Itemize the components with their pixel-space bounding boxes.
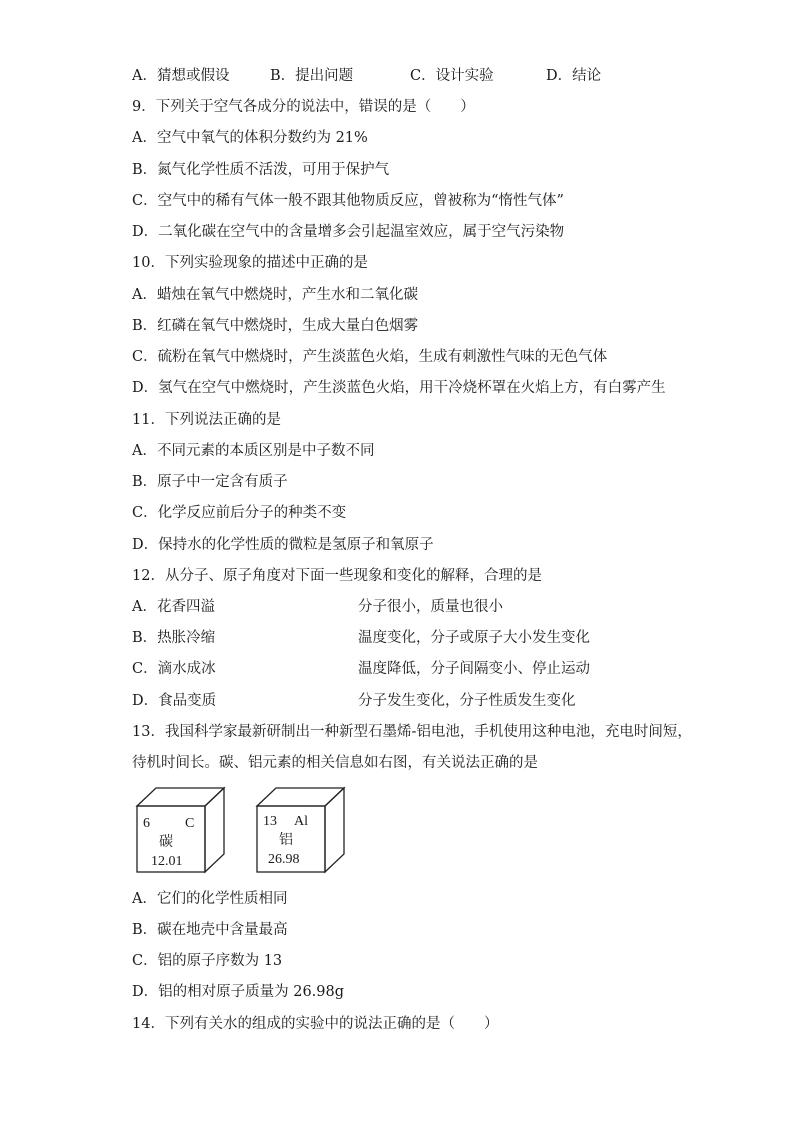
element-card-aluminium — [254, 786, 346, 876]
q12-phenomenon: C．滴水成冰 — [132, 661, 216, 677]
q11-option-d: D．保持水的化学性质的微粒是氢原子和氧原子 — [132, 537, 434, 553]
q11-option-a: A．不同元素的本质区别是中子数不同 — [132, 443, 375, 459]
q9-option-c: C．空气中的稀有气体一般不跟其他物质反应，曾被称为“惰性气体” — [132, 193, 564, 209]
q12-option-row — [132, 692, 692, 710]
q12-option-row — [132, 660, 692, 678]
q12-phenomenon: A．花香四溢 — [132, 599, 215, 615]
q12-explanation: 分子发生变化，分子性质发生变化 — [358, 693, 576, 709]
q14-stem: 14．下列有关水的组成的实验中的说法正确的是（ ） — [132, 1016, 499, 1032]
q9-option-a: A．空气中氧气的体积分数约为 21% — [132, 130, 368, 146]
q8-option-c: C．设计实验 — [410, 68, 494, 84]
q13-option-c: C．铝的原子序数为 13 — [132, 953, 283, 969]
element-name: 铝 — [279, 833, 293, 848]
q9-stem: 9．下列关于空气各成分的说法中，错误的是（ ） — [132, 99, 475, 115]
element-card-carbon — [134, 786, 226, 876]
q8-option-d: D．结论 — [546, 68, 602, 84]
element-symbol: Al — [294, 814, 308, 829]
q13-option-d: D．铝的相对原子质量为 26.98g — [132, 984, 345, 1000]
q12-explanation: 温度变化，分子或原子大小发生变化 — [358, 630, 590, 646]
element-name: 碳 — [159, 835, 173, 850]
element-atomic-number: 13 — [263, 814, 277, 829]
q10-option-c: C．硫粉在氧气中燃烧时，产生淡蓝色火焰，生成有刺激性气味的无色气体 — [132, 349, 608, 365]
q11-option-c: C．化学反应前后分子的种类不变 — [132, 505, 347, 521]
q11-stem: 11．下列说法正确的是 — [132, 412, 281, 428]
q9-option-d: D．二氧化碳在空气中的含量增多会引起温室效应，属于空气污染物 — [132, 224, 565, 240]
element-symbol: C — [185, 816, 195, 831]
q12-explanation: 温度降低，分子间隔变小、停止运动 — [358, 661, 590, 677]
q12-phenomenon: B．热胀冷缩 — [132, 630, 216, 646]
q10-option-d: D．氢气在空气中燃烧时，产生淡蓝色火焰，用干冷烧杯罩在火焰上方，有白雾产生 — [132, 380, 666, 396]
q10-option-b: B．红磷在氧气中燃烧时，生成大量白色烟雾 — [132, 318, 419, 334]
q13-stem-line1: 13．我国科学家最新研制出一种新型石墨烯-铝电池，手机使用这种电池，充电时间短， — [132, 724, 692, 740]
q12-stem: 12．从分子、原子角度对下面一些现象和变化的解释，合理的是 — [132, 568, 542, 584]
q12-phenomenon: D．食品变质 — [132, 693, 217, 709]
q13-option-a: A．它们的化学性质相同 — [132, 891, 288, 907]
q11-option-b: B．原子中一定含有质子 — [132, 474, 288, 490]
q8-option-a: A．猜想或假设 — [132, 68, 230, 84]
q9-option-b: B．氮气化学性质不活泼，可用于保护气 — [132, 162, 390, 178]
q12-option-row — [132, 598, 692, 616]
element-atomic-number: 6 — [143, 816, 150, 831]
q10-stem: 10．下列实验现象的描述中正确的是 — [132, 255, 368, 271]
q12-option-row — [132, 629, 692, 647]
q8-option-b: B．提出问题 — [270, 68, 354, 84]
element-atomic-mass: 26.98 — [268, 852, 300, 867]
q12-explanation: 分子很小，质量也很小 — [358, 599, 503, 615]
element-atomic-mass: 12.01 — [151, 854, 183, 869]
q13-stem-line2: 待机时间长。碳、铝元素的相关信息如右图，有关说法正确的是 — [132, 755, 538, 771]
q13-option-b: B．碳在地壳中含量最高 — [132, 922, 288, 938]
q10-option-a: A．蜡烛在氧气中燃烧时，产生水和二氧化碳 — [132, 287, 418, 303]
q8-options-row — [132, 67, 692, 85]
